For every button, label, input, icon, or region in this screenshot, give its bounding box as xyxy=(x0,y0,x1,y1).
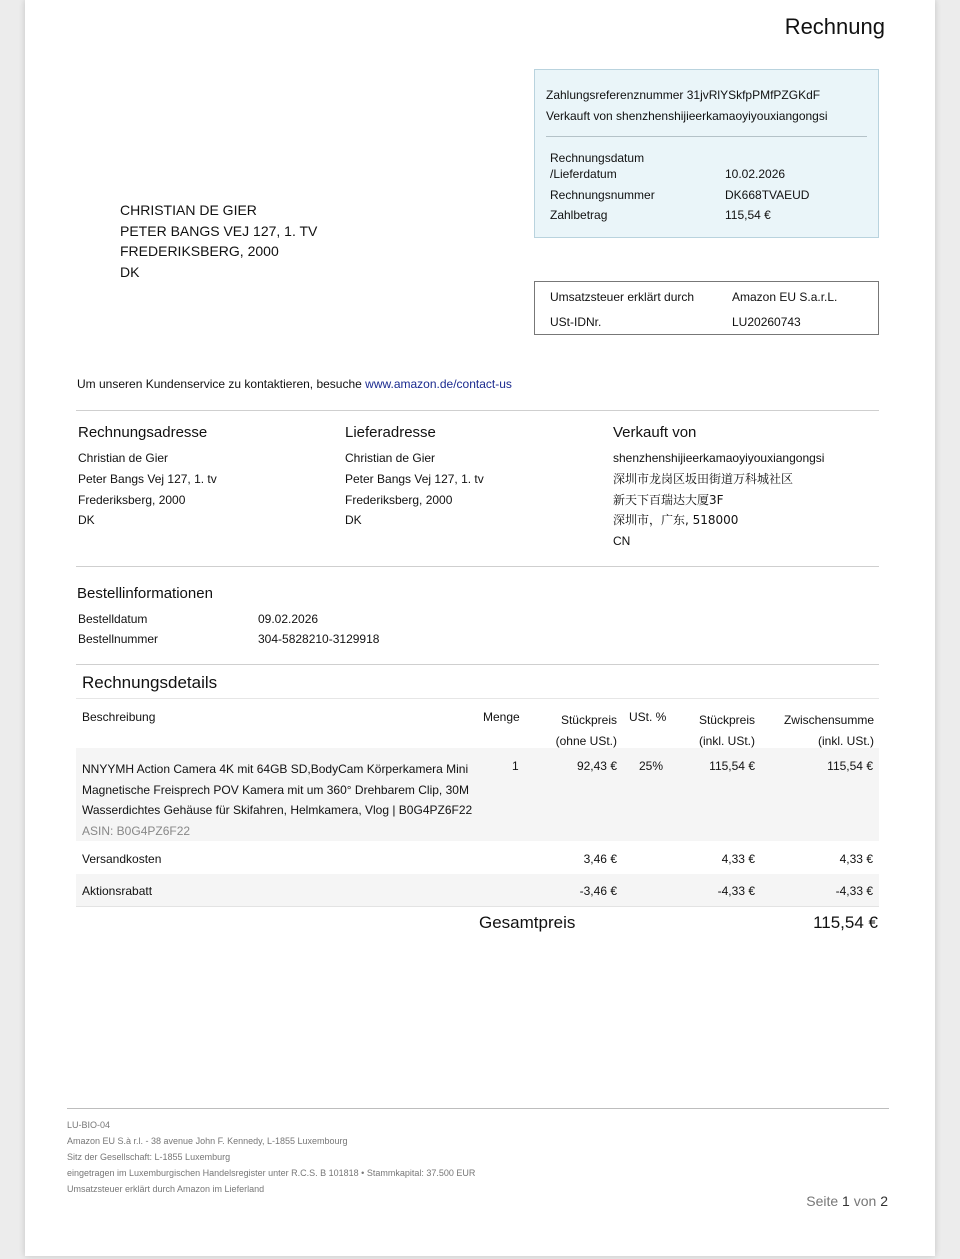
amount-label: Zahlbetrag xyxy=(550,208,608,222)
footer-line: eingetragen im Luxemburgischen Handelsregister unter R.C.S. B 101818 • Stammkapital: 37.500 EUR xyxy=(67,1168,476,1178)
item-unit-net: 92,43 € xyxy=(576,759,617,773)
order-number-label: Bestellnummer xyxy=(78,632,159,646)
shipping-address xyxy=(345,448,484,531)
footer-line: Amazon EU S.à r.l. - 38 avenue John F. Kennedy, L-1855 Luxembourg xyxy=(67,1136,348,1146)
recipient-line: DK xyxy=(120,263,140,280)
page-current: 1 xyxy=(842,1193,850,1209)
page-number xyxy=(806,1193,888,1209)
invoice-date-value: 10.02.2026 xyxy=(725,167,786,181)
col-subtotal-line1: Zwischensumme xyxy=(783,713,874,727)
order-date-label: Bestelldatum xyxy=(78,612,148,626)
amount-value: 115,54 € xyxy=(725,208,771,222)
vat-id-value: LU20260743 xyxy=(732,315,801,329)
item-desc-line: Magnetische Freisprech POV Kamera mit um 360° Drehbarem Clip, 30M xyxy=(82,782,469,797)
table-row xyxy=(76,874,879,906)
col-description: Beschreibung xyxy=(82,710,156,724)
order-number-value: 304-5828210-3129918 xyxy=(258,632,380,646)
page-total: 2 xyxy=(880,1193,888,1209)
seller-heading: Verkauft von xyxy=(613,424,697,441)
shipping-heading: Lieferadresse xyxy=(345,424,436,441)
seller-line: 深圳市，广东, 518000 xyxy=(613,513,739,528)
item-desc-line: Wasserdichtes Gehäuse für Skifahren, Helmkamera, Vlog | B0G4PZ6F22 xyxy=(82,803,473,817)
contact-line xyxy=(77,377,512,391)
divider xyxy=(76,566,879,567)
col-subtotal xyxy=(784,710,874,752)
seller-line: shenzhenshijieerkamaoyiyouxiangongsi xyxy=(613,451,825,465)
payment-reference: Zahlungsreferenznummer 31jvRlYSkfpPMfPZGKdF xyxy=(546,88,821,102)
divider xyxy=(76,698,879,699)
page-of: von xyxy=(853,1193,877,1209)
item-description xyxy=(82,759,472,841)
item-vat: 25% xyxy=(639,759,664,773)
vat-declared-label: Umsatzsteuer erklärt durch xyxy=(550,290,695,304)
col-unit-gross xyxy=(699,710,755,752)
col-unit-net-line1: Stückpreis xyxy=(560,713,617,727)
seller-line: CN xyxy=(613,534,631,549)
sold-by-line: Verkauft von shenzhenshijieerkamaoyiyouxiangongsi xyxy=(546,109,828,123)
recipient-line: PETER BANGS VEJ 127, 1. TV xyxy=(120,222,318,239)
billing-address xyxy=(78,448,217,531)
invoice-date-label-line1: Rechnungsdatum xyxy=(550,151,645,165)
billing-line: DK xyxy=(78,513,95,528)
col-unit-net-line2: (ohne USt.) xyxy=(555,734,617,748)
divider xyxy=(76,906,879,907)
shipping-line: Frederiksberg, 2000 xyxy=(345,492,453,507)
discount-label: Aktionsrabatt xyxy=(82,884,153,898)
vat-id-label: USt-IDNr. xyxy=(550,315,602,329)
recipient-line: CHRISTIAN DE GIER xyxy=(120,202,257,218)
invoice-page xyxy=(25,0,935,1256)
col-quantity: Menge xyxy=(483,710,520,724)
seller-line: 新天下百瑞达大厦3F xyxy=(613,492,724,507)
discount-subtotal: -4,33 € xyxy=(835,884,873,898)
total-label: Gesamtpreis xyxy=(479,913,576,932)
info-divider xyxy=(546,136,867,137)
item-quantity: 1 xyxy=(512,759,519,773)
footer-divider xyxy=(67,1108,889,1109)
vat-declared-value: Amazon EU S.a.r.L. xyxy=(732,290,838,304)
page-prefix: Seite xyxy=(806,1193,839,1209)
order-heading: Bestellinformationen xyxy=(77,585,213,602)
recipient-address xyxy=(120,200,317,282)
item-asin: ASIN: B0G4PZ6F22 xyxy=(82,823,191,838)
contact-link[interactable]: www.amazon.de/contact-us xyxy=(365,377,512,391)
total-value: 115,54 € xyxy=(813,913,878,932)
invoice-date-label xyxy=(550,150,644,182)
item-subtotal: 115,54 € xyxy=(827,759,873,773)
shipping-line: DK xyxy=(345,513,362,528)
billing-line: Christian de Gier xyxy=(78,451,169,465)
col-subtotal-line2: (inkl. USt.) xyxy=(817,734,874,748)
recipient-line: FREDERIKSBERG, 2000 xyxy=(120,243,279,260)
document-title: Rechnung xyxy=(784,14,885,39)
shipping-unit-net: 3,46 € xyxy=(583,852,617,866)
billing-heading: Rechnungsadresse xyxy=(78,424,208,441)
invoice-number-label: Rechnungsnummer xyxy=(550,188,655,202)
footer-line: Umsatzsteuer erklärt durch Amazon im Lieferland xyxy=(67,1184,265,1194)
shipping-unit-gross: 4,33 € xyxy=(721,852,755,866)
col-unit-gross-line2: (inkl. USt.) xyxy=(698,734,755,748)
seller-line: 深圳市龙岗区坂田街道万科城社区 xyxy=(613,471,794,486)
payment-info-box xyxy=(534,69,879,238)
divider xyxy=(76,664,879,665)
divider xyxy=(76,410,879,411)
billing-line: Frederiksberg, 2000 xyxy=(78,492,186,507)
discount-unit-gross: -4,33 € xyxy=(717,884,755,898)
col-vat: USt. % xyxy=(629,710,667,724)
details-heading: Rechnungsdetails xyxy=(82,673,218,692)
seller-address xyxy=(613,448,824,552)
footer-line: LU-BIO-04 xyxy=(67,1120,111,1130)
contact-text: Um unseren Kundenservice zu kontaktieren, besuche xyxy=(77,377,366,391)
shipping-line: Peter Bangs Vej 127, 1. tv xyxy=(345,471,484,486)
billing-line: Peter Bangs Vej 127, 1. tv xyxy=(78,471,217,486)
shipping-line: Christian de Gier xyxy=(345,451,436,465)
item-desc-line: NNYYMH Action Camera 4K mit 64GB SD,BodyCam Körperkamera Mini xyxy=(82,762,469,776)
order-date-value: 09.02.2026 xyxy=(258,612,319,626)
shipping-subtotal: 4,33 € xyxy=(839,852,873,866)
shipping-cost-label: Versandkosten xyxy=(82,852,162,866)
item-unit-gross: 115,54 € xyxy=(709,759,755,773)
col-unit-gross-line1: Stückpreis xyxy=(698,713,755,727)
discount-unit-net: -3,46 € xyxy=(579,884,617,898)
invoice-number-value: DK668TVAEUD xyxy=(725,188,810,202)
col-unit-net xyxy=(556,710,617,752)
footer-line: Sitz der Gesellschaft: L-1855 Luxemburg xyxy=(67,1152,231,1162)
invoice-date-label-line2: /Lieferdatum xyxy=(550,167,617,181)
vat-info-box xyxy=(534,281,879,335)
